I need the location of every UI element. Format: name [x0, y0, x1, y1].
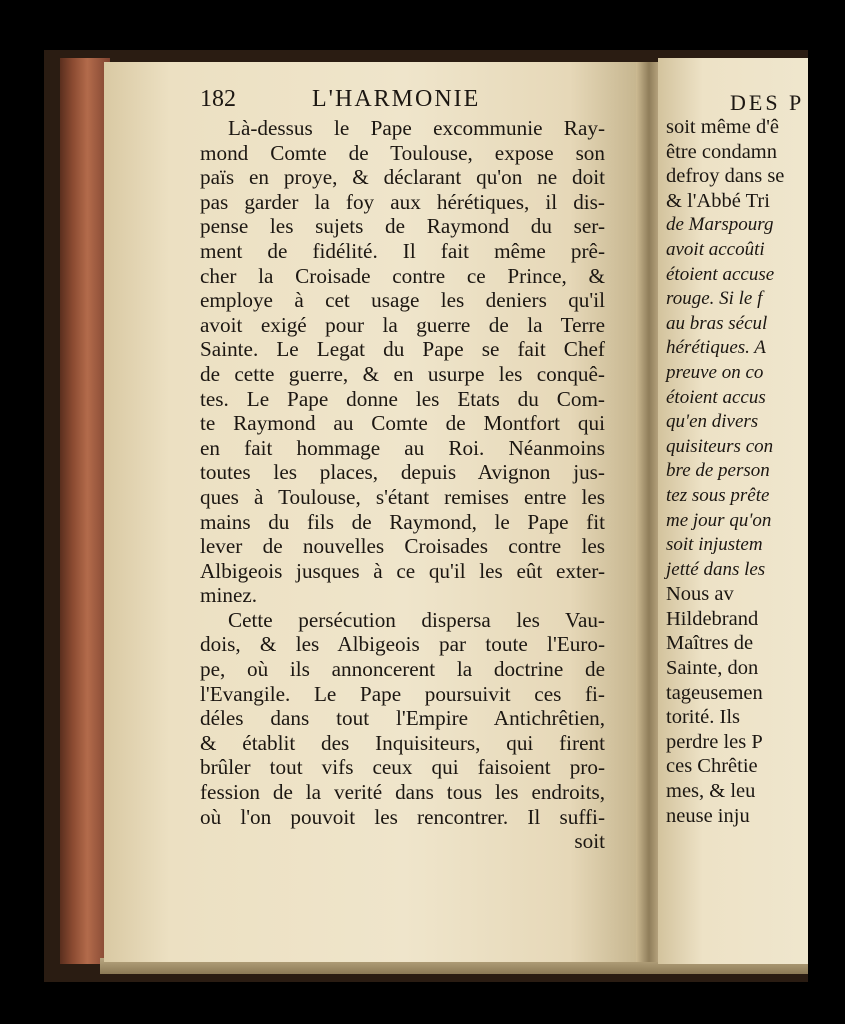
text-line: Maîtres de — [666, 632, 754, 655]
text-line: cher la Croisade contre ce Prince, & — [200, 263, 605, 288]
text-line: de cette guerre, & en usurpe les conquê- — [200, 361, 605, 386]
text-line: employe à cet usage les deniers qu'il — [200, 288, 605, 313]
text-line: Là-dessus le Pape excommunie Ray- — [228, 116, 605, 140]
text-line: l'Evangile. Le Pape poursuivit ces fi- — [200, 681, 605, 706]
running-title: L'HARMONIE — [312, 86, 481, 112]
text-line: defroy dans se — [666, 165, 785, 188]
page-number: 182 — [200, 86, 236, 112]
text-line: Sainte. Le Legat du Pape se fait Chef — [200, 337, 605, 362]
text-line: mes, & leu — [666, 780, 756, 803]
text-line: Cette persécution dispersa les Vau- — [228, 607, 605, 632]
text-line: jetté dans les — [666, 558, 766, 580]
text-line: être condamn — [666, 140, 777, 163]
text-line: me jour qu'on — [666, 509, 772, 531]
text-line: brûler tout vifs ceux qui faisoient pro- — [200, 755, 605, 780]
text-line: de Marspourg — [666, 214, 774, 236]
text-line: rouge. Si le f — [666, 288, 763, 310]
text-line: qu'en divers — [666, 411, 759, 433]
catchword: soit — [574, 829, 605, 854]
text-line: toutes les places, depuis Avignon jus- — [200, 460, 605, 485]
text-line: ment de fidélité. Il fait même prê- — [200, 238, 605, 263]
text-line: mond Comte de Toulouse, expose son — [200, 140, 605, 165]
text-line: preuve on co — [666, 361, 764, 383]
text-line: ques à Toulouse, s'étant remises entre les — [200, 484, 605, 509]
text-line: païs en proye, & déclarant qu'on ne doit — [200, 165, 605, 190]
text-line: en fait hommage au Roi. Néanmoins — [200, 435, 605, 460]
text-line: hérétiques. A — [666, 337, 766, 359]
text-line: pe, où ils annoncerent la doctrine de — [200, 657, 605, 682]
text-line: tageusemen — [666, 681, 763, 704]
text-line: bre de person — [666, 460, 770, 482]
text-line: & l'Abbé Tri — [666, 189, 770, 212]
text-line: tes. Le Pape donne les Etats du Com- — [200, 386, 605, 411]
text-line: au bras sécul — [666, 312, 768, 334]
text-line: & établit des Inquisiteurs, qui firent — [200, 730, 605, 755]
text-line: minez. — [200, 583, 258, 608]
text-line: Hildebrand — [666, 607, 759, 630]
text-line: torité. Ils — [666, 706, 741, 729]
text-line: Nous av — [666, 583, 734, 606]
text-line: quisiteurs con — [666, 435, 774, 457]
right-page-text — [666, 115, 826, 828]
text-line: fession de la verité dans tous les endroits, — [200, 780, 605, 805]
text-line: pense les sujets de Raymond du ser- — [200, 214, 605, 239]
text-line: tez sous prête — [666, 484, 770, 506]
right-black-border — [808, 0, 845, 1024]
text-line: dois, & les Albigeois par toute l'Euro- — [200, 632, 605, 657]
text-line: perdre les P — [666, 730, 763, 753]
text-line: Sainte, don — [666, 657, 759, 680]
text-line: déles dans tout l'Empire Antichrêtien, — [200, 706, 605, 731]
text-line: soit même d'ê — [666, 116, 780, 138]
text-line: avoit accoûti — [666, 238, 765, 260]
text-line: te Raymond au Comte de Montfort qui — [200, 411, 605, 436]
text-line: ces Chrêtie — [666, 755, 758, 778]
text-line: étoient accus — [666, 386, 766, 408]
text-line: lever de nouvelles Croisades contre les — [200, 534, 605, 559]
text-line: où l'on pouvoit les rencontrer. Il suffi- — [200, 804, 605, 829]
text-line: pas garder la foy aux hérétiques, il dis- — [200, 189, 605, 214]
text-line: Albigeois jusques à ce qu'il les eût exter- — [200, 558, 605, 583]
text-line: soit injustem — [666, 534, 763, 556]
text-line: étoient accuse — [666, 263, 775, 285]
text-line: neuse inju — [666, 804, 750, 827]
right-page-header: DES P — [730, 90, 805, 115]
text-line: avoit exigé pour la guerre de la Terre — [200, 312, 605, 337]
text-line: mains du fils de Raymond, le Pape fit — [200, 509, 605, 534]
